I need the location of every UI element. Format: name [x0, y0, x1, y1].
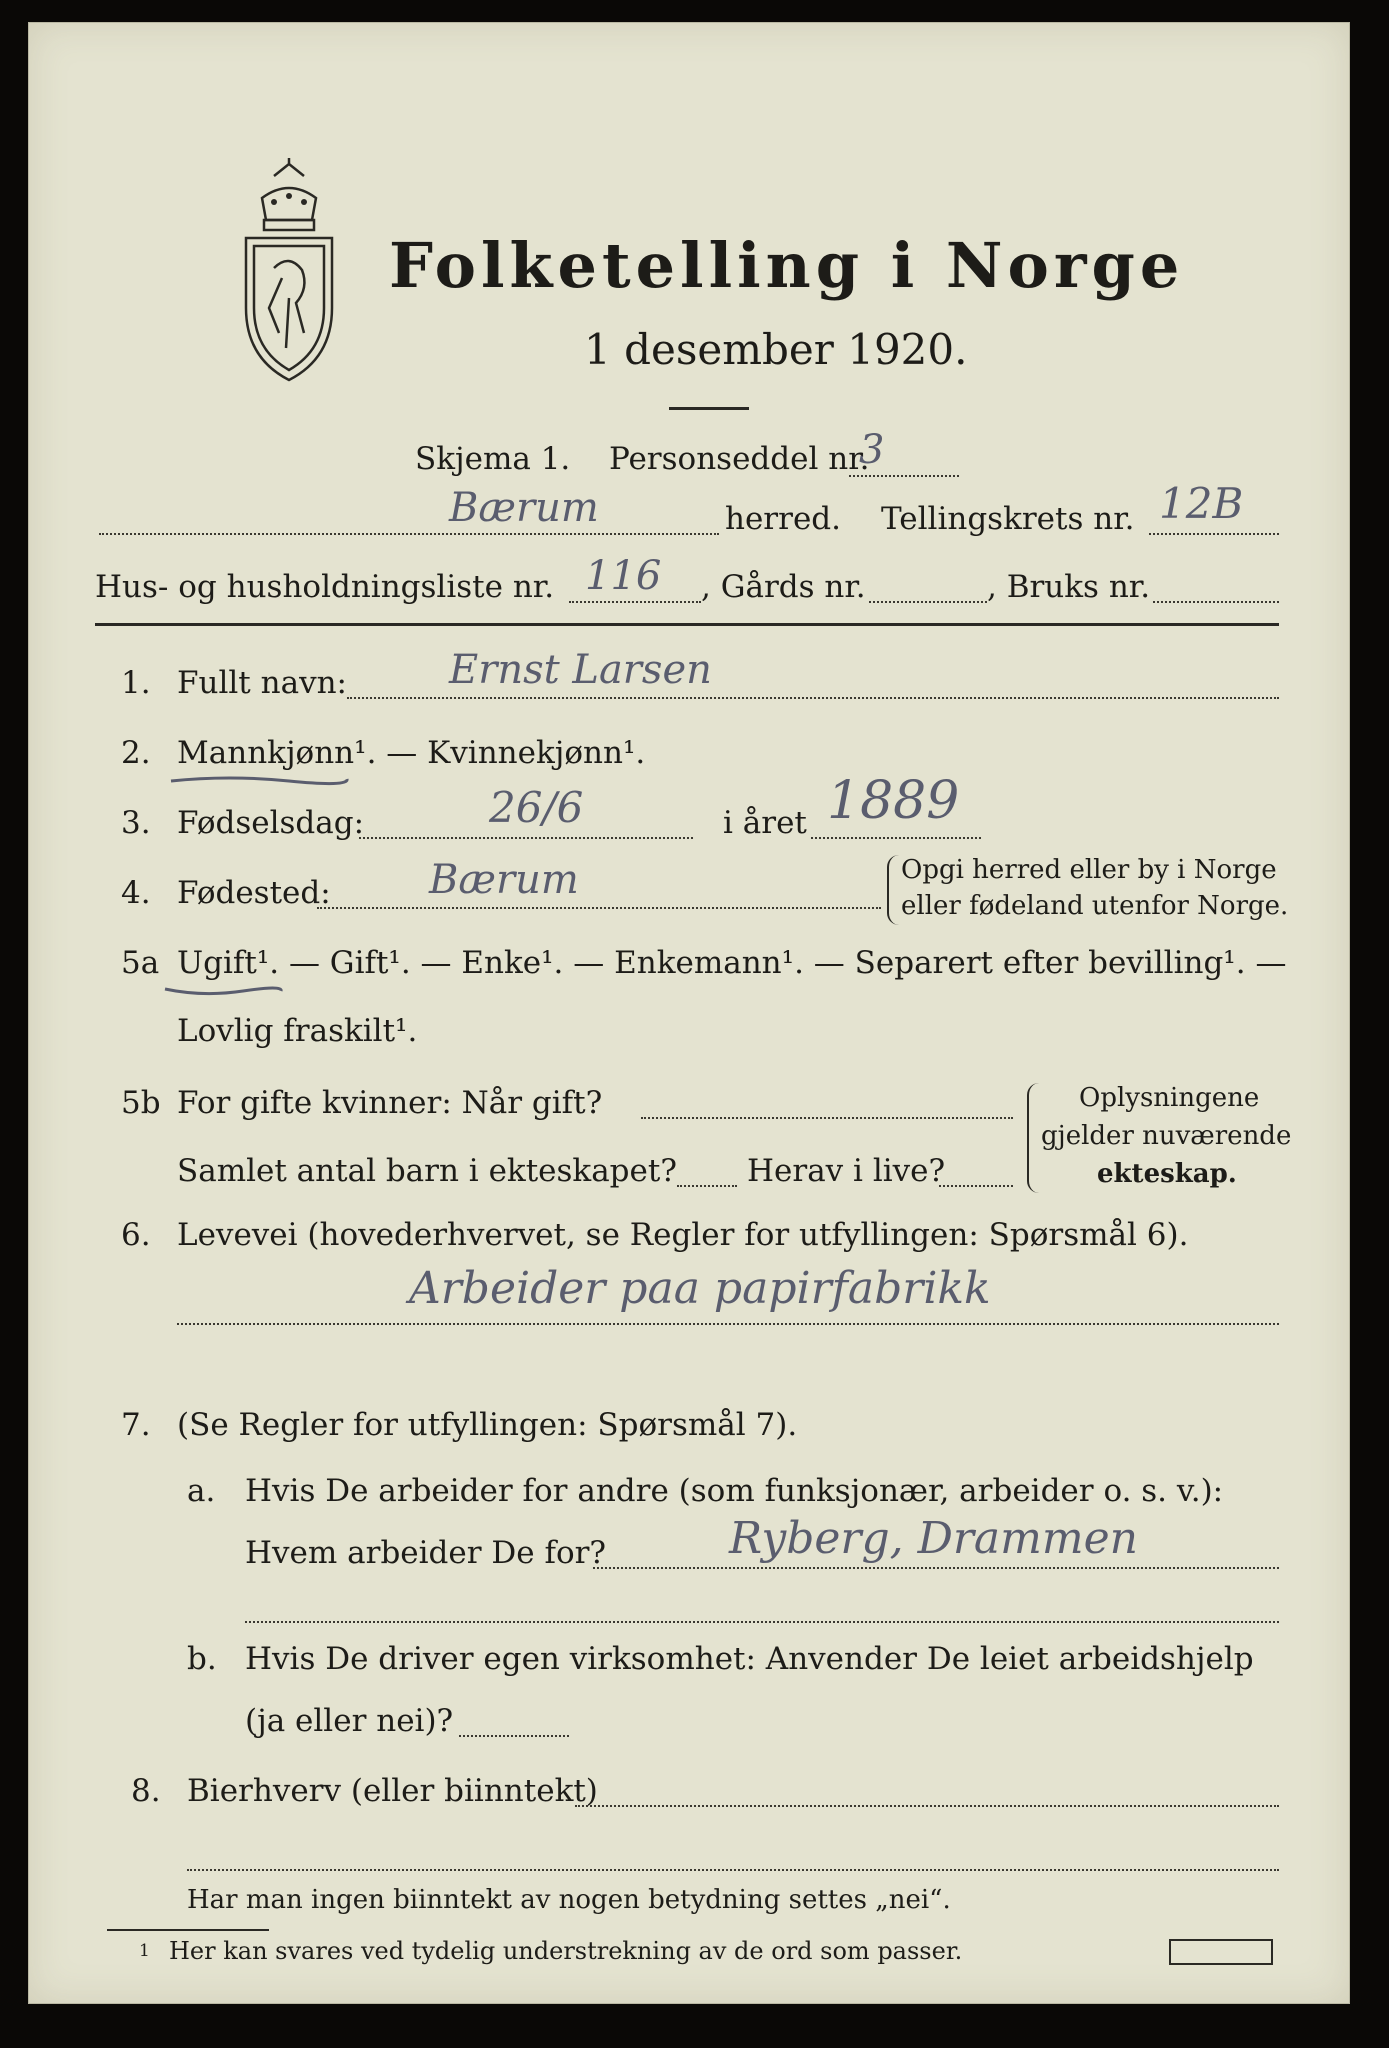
census-form-sheet: [28, 22, 1350, 2004]
occupation-field[interactable]: Arbeider paa papirfabrikk: [409, 1263, 991, 1314]
children-alive-field[interactable]: [939, 1185, 1013, 1187]
birthplace-note-1: Opgi herred eller by i Norge: [901, 855, 1277, 885]
q7a-letter: a.: [187, 1473, 216, 1509]
marriage-note-3: ekteskap.: [1097, 1159, 1237, 1189]
header-separator: [95, 623, 1279, 626]
employer-field[interactable]: Ryberg, Drammen: [729, 1513, 1138, 1564]
footnote-text: Her kan svares ved tydelig understrekning av de ord som passer.: [169, 1937, 963, 1965]
q5a-number: 5a: [121, 945, 160, 981]
q4-label: Fødested:: [177, 875, 331, 911]
hired-help-field[interactable]: [459, 1735, 569, 1737]
q7-label: (Se Regler for utfyllingen: Spørsmål 7).: [177, 1407, 798, 1443]
children-total-field[interactable]: [677, 1185, 737, 1187]
tellingskrets-label: Tellingskrets nr.: [881, 501, 1135, 537]
birth-year-label: i året: [723, 805, 807, 841]
schema-label: Skjema 1.: [415, 441, 571, 477]
herred-label: herred.: [725, 501, 841, 537]
q2-number: 2.: [121, 735, 151, 771]
marital-status-underline: [163, 983, 283, 1001]
full-name-field[interactable]: Ernst Larsen: [449, 647, 712, 693]
q3-number: 3.: [121, 805, 151, 841]
household-list-label: Hus- og husholdningsliste nr.: [95, 569, 555, 605]
marital-status-options: Ugift¹. — Gift¹. — Enke¹. — Enkemann¹. — Separert efter bevilling¹. —: [177, 945, 1287, 981]
q7b-letter: b.: [187, 1641, 217, 1677]
side-income-note: Har man ingen biinntekt av nogen betydning settes „nei“.: [187, 1885, 951, 1915]
gards-label: , Gårds nr.: [701, 569, 866, 605]
gender-options: Mannkjønn¹. — Kvinnekjønn¹.: [177, 735, 646, 771]
birthplace-field[interactable]: Bærum: [429, 857, 579, 903]
census-date: 1 desember 1920.: [584, 325, 968, 374]
children-total-label: Samlet antal barn i ekteskapet?: [177, 1153, 677, 1189]
children-alive-label: Herav i live?: [747, 1153, 946, 1189]
gards-number-field[interactable]: [869, 601, 987, 603]
side-income-label: Bierhverv (eller biinntekt): [187, 1773, 598, 1809]
birth-year-field[interactable]: 1889: [827, 771, 960, 831]
footnote-divider: [107, 1929, 269, 1931]
marriage-note-1: Oplysningene: [1079, 1083, 1260, 1113]
married-when-field[interactable]: [641, 1117, 1013, 1119]
marital-status-options-2: Lovlig fraskilt¹.: [177, 1013, 418, 1049]
q6-number: 6.: [121, 1217, 151, 1253]
q3-label: Fødselsdag:: [177, 805, 365, 841]
occupation-label: Levevei (hovederhvervet, se Regler for utfyllingen: Spørsmål 6).: [177, 1217, 1189, 1253]
q1-label: Fullt navn:: [177, 665, 347, 701]
tellingskrets-number-field[interactable]: 12B: [1159, 479, 1244, 528]
q4-number: 4.: [121, 875, 151, 911]
q5b-number: 5b: [121, 1085, 161, 1121]
q7a-label: Hvis De arbeider for andre (som funksjonær, arbeider o. s. v.):: [245, 1473, 1224, 1509]
personseddel-label: Personseddel nr.: [609, 441, 870, 477]
personseddel-number-field[interactable]: 3: [859, 427, 885, 473]
q7b-label: Hvis De driver egen virksomhet: Anvender De leiet arbeidshjelp: [245, 1641, 1254, 1677]
footnote-mark: 1: [139, 1941, 150, 1961]
gender-selection-underline: [169, 771, 349, 791]
title-divider: [669, 407, 749, 410]
q1-number: 1.: [121, 665, 151, 701]
side-income-field[interactable]: [575, 1805, 1279, 1807]
household-list-number-field[interactable]: 116: [585, 553, 662, 599]
norwegian-coat-of-arms-icon: [234, 158, 344, 388]
birthplace-note-2: eller fødeland utenfor Norge.: [901, 891, 1289, 921]
birth-date-field[interactable]: 26/6: [489, 783, 584, 832]
marriage-note-2: gjelder nuværende: [1041, 1121, 1292, 1151]
hired-help-label: (ja eller nei)?: [245, 1703, 454, 1739]
married-when-label: For gifte kvinner: Når gift?: [177, 1085, 603, 1121]
q8-number: 8.: [131, 1773, 161, 1809]
employer-label: Hvem arbeider De for?: [245, 1535, 607, 1571]
printer-stamp: [1169, 1939, 1273, 1965]
page-title: Folketelling i Norge: [389, 229, 1185, 302]
q7-number: 7.: [121, 1407, 151, 1443]
herred-field[interactable]: Bærum: [449, 485, 599, 531]
bruks-number-field[interactable]: [1153, 601, 1279, 603]
bruks-label: , Bruks nr.: [987, 569, 1151, 605]
